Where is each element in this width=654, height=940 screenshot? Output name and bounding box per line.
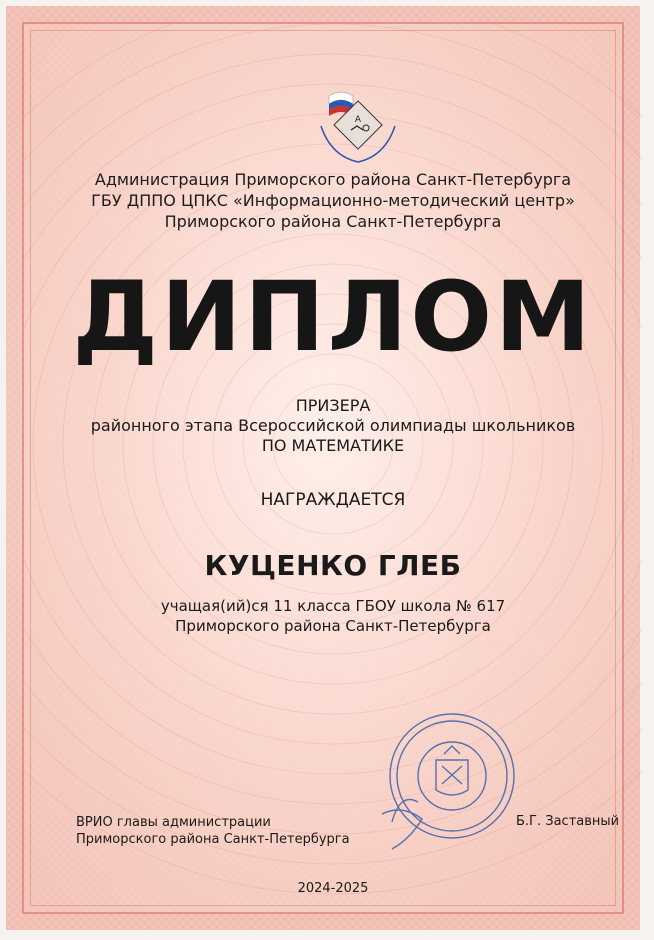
official-seal-icon bbox=[362, 704, 532, 854]
recipient-name: КУЦЕНКО ГЛЕБ bbox=[204, 549, 462, 582]
diploma-title: ДИПЛОМ bbox=[72, 261, 594, 373]
signatory-position-line-1: ВРИО главы администрации bbox=[76, 815, 271, 830]
recipient-district: Приморского района Санкт-Петербурга bbox=[175, 617, 491, 635]
award-event: районного этапа Всероссийской олимпиады школьников bbox=[90, 416, 576, 435]
academic-year: 2024-2025 bbox=[297, 881, 369, 896]
organization-block bbox=[24, 169, 642, 232]
award-subject: ПО МАТЕМАТИКЕ bbox=[261, 436, 405, 455]
organization-line-3: Приморского района Санкт-Петербурга bbox=[164, 212, 502, 231]
organization-line-1: Администрация Приморского района Санкт-Петербурга bbox=[94, 170, 572, 189]
signatory-position bbox=[76, 814, 350, 848]
award-rank: ПРИЗЕРА bbox=[295, 396, 371, 415]
diploma-frame bbox=[22, 22, 624, 914]
recipient-details bbox=[24, 596, 642, 636]
recipient-class: учащая(ий)ся 11 класса ГБОУ школа № 617 bbox=[160, 597, 506, 615]
awarded-label: НАГРАЖДАЕТСЯ bbox=[260, 490, 406, 510]
svg-text:A: A bbox=[354, 115, 362, 125]
olympiad-emblem-icon bbox=[311, 86, 401, 166]
award-block bbox=[24, 396, 642, 456]
signatory-name: Б.Г. Заставный bbox=[516, 814, 620, 829]
organization-line-2: ГБУ ДППО ЦПКС «Информационно-методический центр» bbox=[91, 191, 575, 210]
signatory-position-line-2: Приморского района Санкт-Петербурга bbox=[76, 832, 350, 847]
diploma-sheet bbox=[6, 6, 640, 930]
